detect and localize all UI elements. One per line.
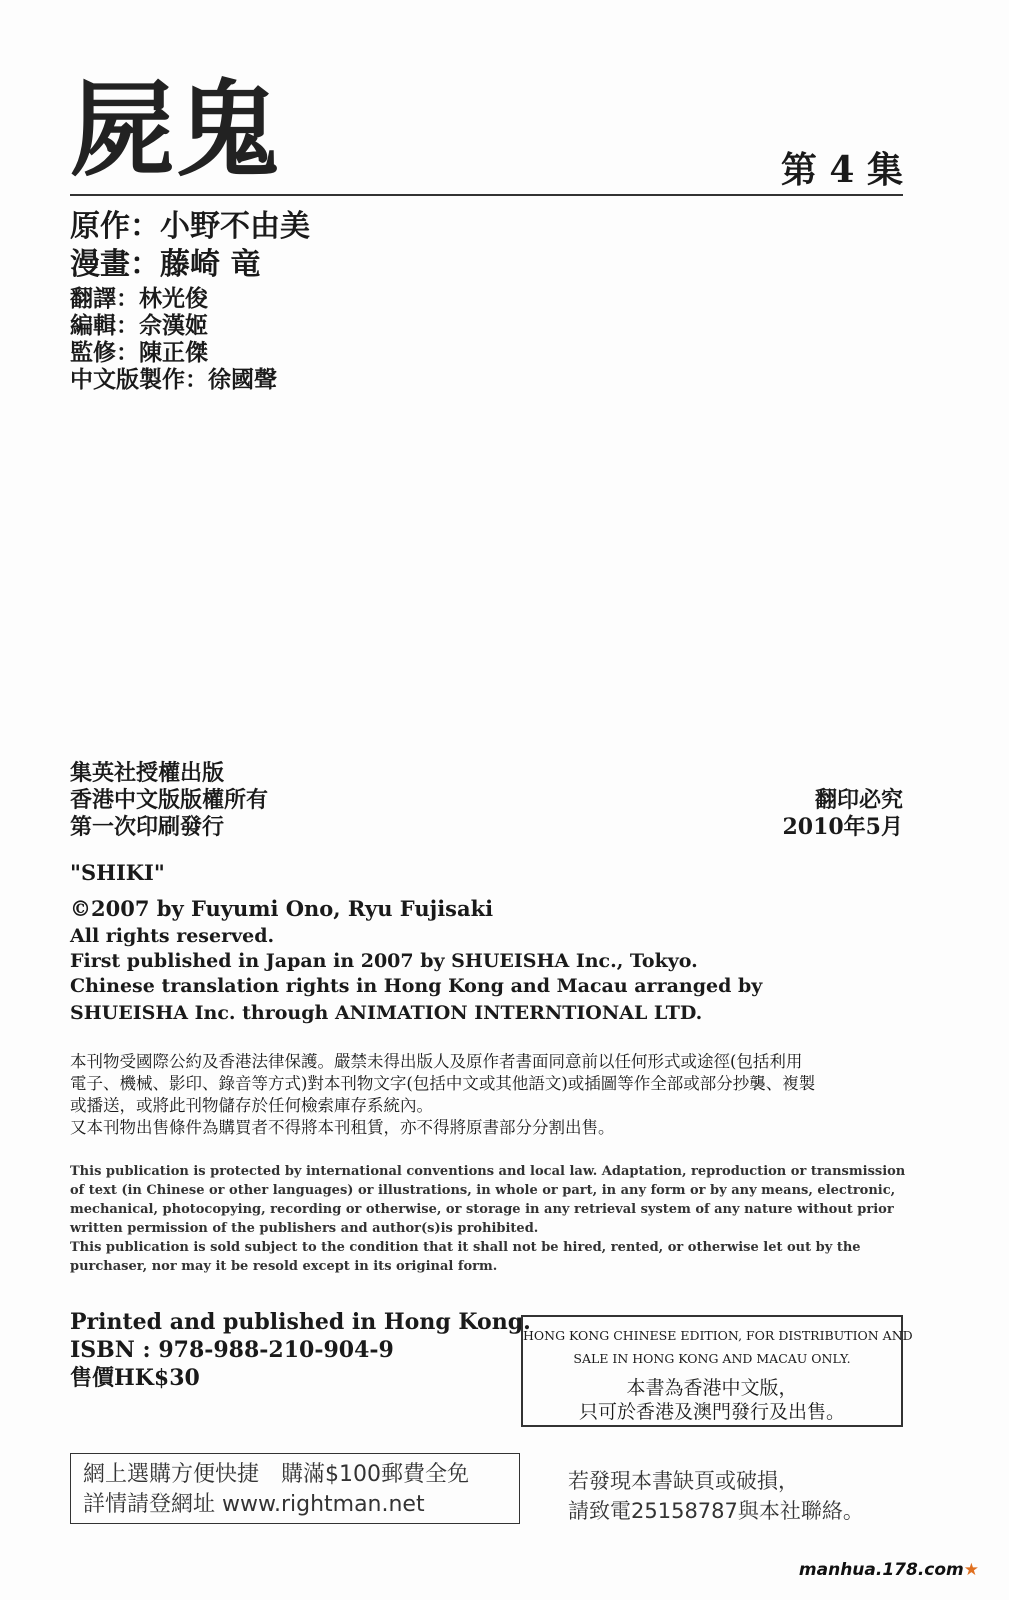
credit-original-author: 原作：小野不由美 [70, 209, 310, 244]
shop-line2: 詳情請登網址 www.rightman.net [83, 1492, 425, 1517]
title-divider [70, 194, 903, 196]
notice-line: This publication is protected by international conventions and local law. Adaptation, reproduction or transmission [70, 1164, 906, 1179]
book-title: 屍鬼 [70, 68, 283, 191]
credit-translator: 翻譯：林光俊 [70, 285, 208, 312]
publish-date: 2010年5月 [782, 814, 903, 840]
english-copyright: ©2007 by Fuyumi Ono, Ryu Fujisaki [70, 896, 494, 921]
notice-line: of text (in Chinese or other languages) or illustrations, in whole or part, in any form or by any means, electronic, [70, 1183, 896, 1198]
contact-line1: 若發現本書缺頁或破損， [568, 1469, 799, 1493]
english-legal-notice [70, 1162, 906, 1276]
credit-editor: 編輯：佘漢姬 [70, 312, 208, 339]
credit-production: 中文版製作：徐國聲 [70, 366, 277, 393]
contact-notice [568, 1466, 864, 1526]
rights-reserved: All rights reserved. [70, 925, 275, 947]
credit-manga-artist: 漫畫：藤崎 竜 [70, 247, 261, 282]
volume-number: 第 4 集 [780, 149, 903, 191]
distribution-en-line1: HONG KONG CHINESE EDITION, FOR DISTRIBUTION AND [523, 1328, 913, 1343]
notice-line: written permission of the publishers and author(s)is prohibited. [70, 1221, 539, 1236]
distribution-en-line2: SALE IN HONG KONG AND MACAU ONLY. [573, 1351, 851, 1366]
publishing-license: 集英社授權出版 [70, 760, 225, 786]
isbn: ISBN : 978-988-210-904-9 [70, 1337, 394, 1363]
contact-line2: 請致電25158787與本社聯絡。 [568, 1499, 864, 1523]
star-icon: ★ [963, 1560, 979, 1580]
site-watermark [799, 1560, 979, 1580]
notice-line: 或播送，或將此刊物儲存於任何檢索庫存系統內。 [70, 1096, 433, 1115]
notice-line: mechanical, photocopying, recording or otherwise, or storage in any retrieval system of any nature without prior [70, 1202, 894, 1217]
online-shop-box [70, 1453, 520, 1524]
chinese-legal-notice [70, 1051, 910, 1139]
rights-notice: 翻印必究 [814, 787, 903, 813]
first-published: First published in Japan in 2007 by SHUEISHA Inc., Tokyo. [70, 950, 698, 972]
publishing-copyright: 香港中文版版權所有 [70, 787, 269, 813]
notice-line: 又本刊物出售條件為購買者不得將本刊租賃，亦不得將原書部分分割出售。 [70, 1118, 615, 1137]
distribution-zh-line1: 本書為香港中文版， [626, 1377, 798, 1399]
arranged-through: SHUEISHA Inc. through ANIMATION INTERNTIONAL LTD. [70, 1002, 703, 1024]
watermark-text: manhua.178.com [798, 1560, 964, 1580]
shop-line1: 網上選購方便快捷 購滿$100郵費全免 [83, 1462, 469, 1487]
printed-in: Printed and published in Hong Kong. [70, 1309, 531, 1335]
translation-rights: Chinese translation rights in Hong Kong and Macau arranged by [70, 975, 763, 997]
notice-line: 本刊物受國際公約及香港法律保護。嚴禁未得出版人及原作者書面同意前以任何形式或途徑(包括利用 [70, 1052, 803, 1071]
distribution-zh-line2: 只可於香港及澳門發行及出售。 [578, 1401, 845, 1423]
notice-line: 電子、機械、影印、錄音等方式)對本刊物文字(包括中文或其他語文)或插圖等作全部或部分抄襲、複製 [70, 1074, 816, 1093]
price: 售價HK$30 [70, 1365, 200, 1391]
notice-line: This publication is sold subject to the condition that it shall not be hired, rented, or otherwise let out by the [70, 1240, 861, 1255]
notice-line: purchaser, nor may it be resold except in its original form. [70, 1259, 498, 1274]
english-title: "SHIKI" [70, 860, 165, 885]
distribution-notice-box [521, 1315, 913, 1427]
credit-supervisor: 監修：陳正傑 [70, 339, 208, 366]
publishing-first-print: 第一次印刷發行 [70, 814, 225, 840]
